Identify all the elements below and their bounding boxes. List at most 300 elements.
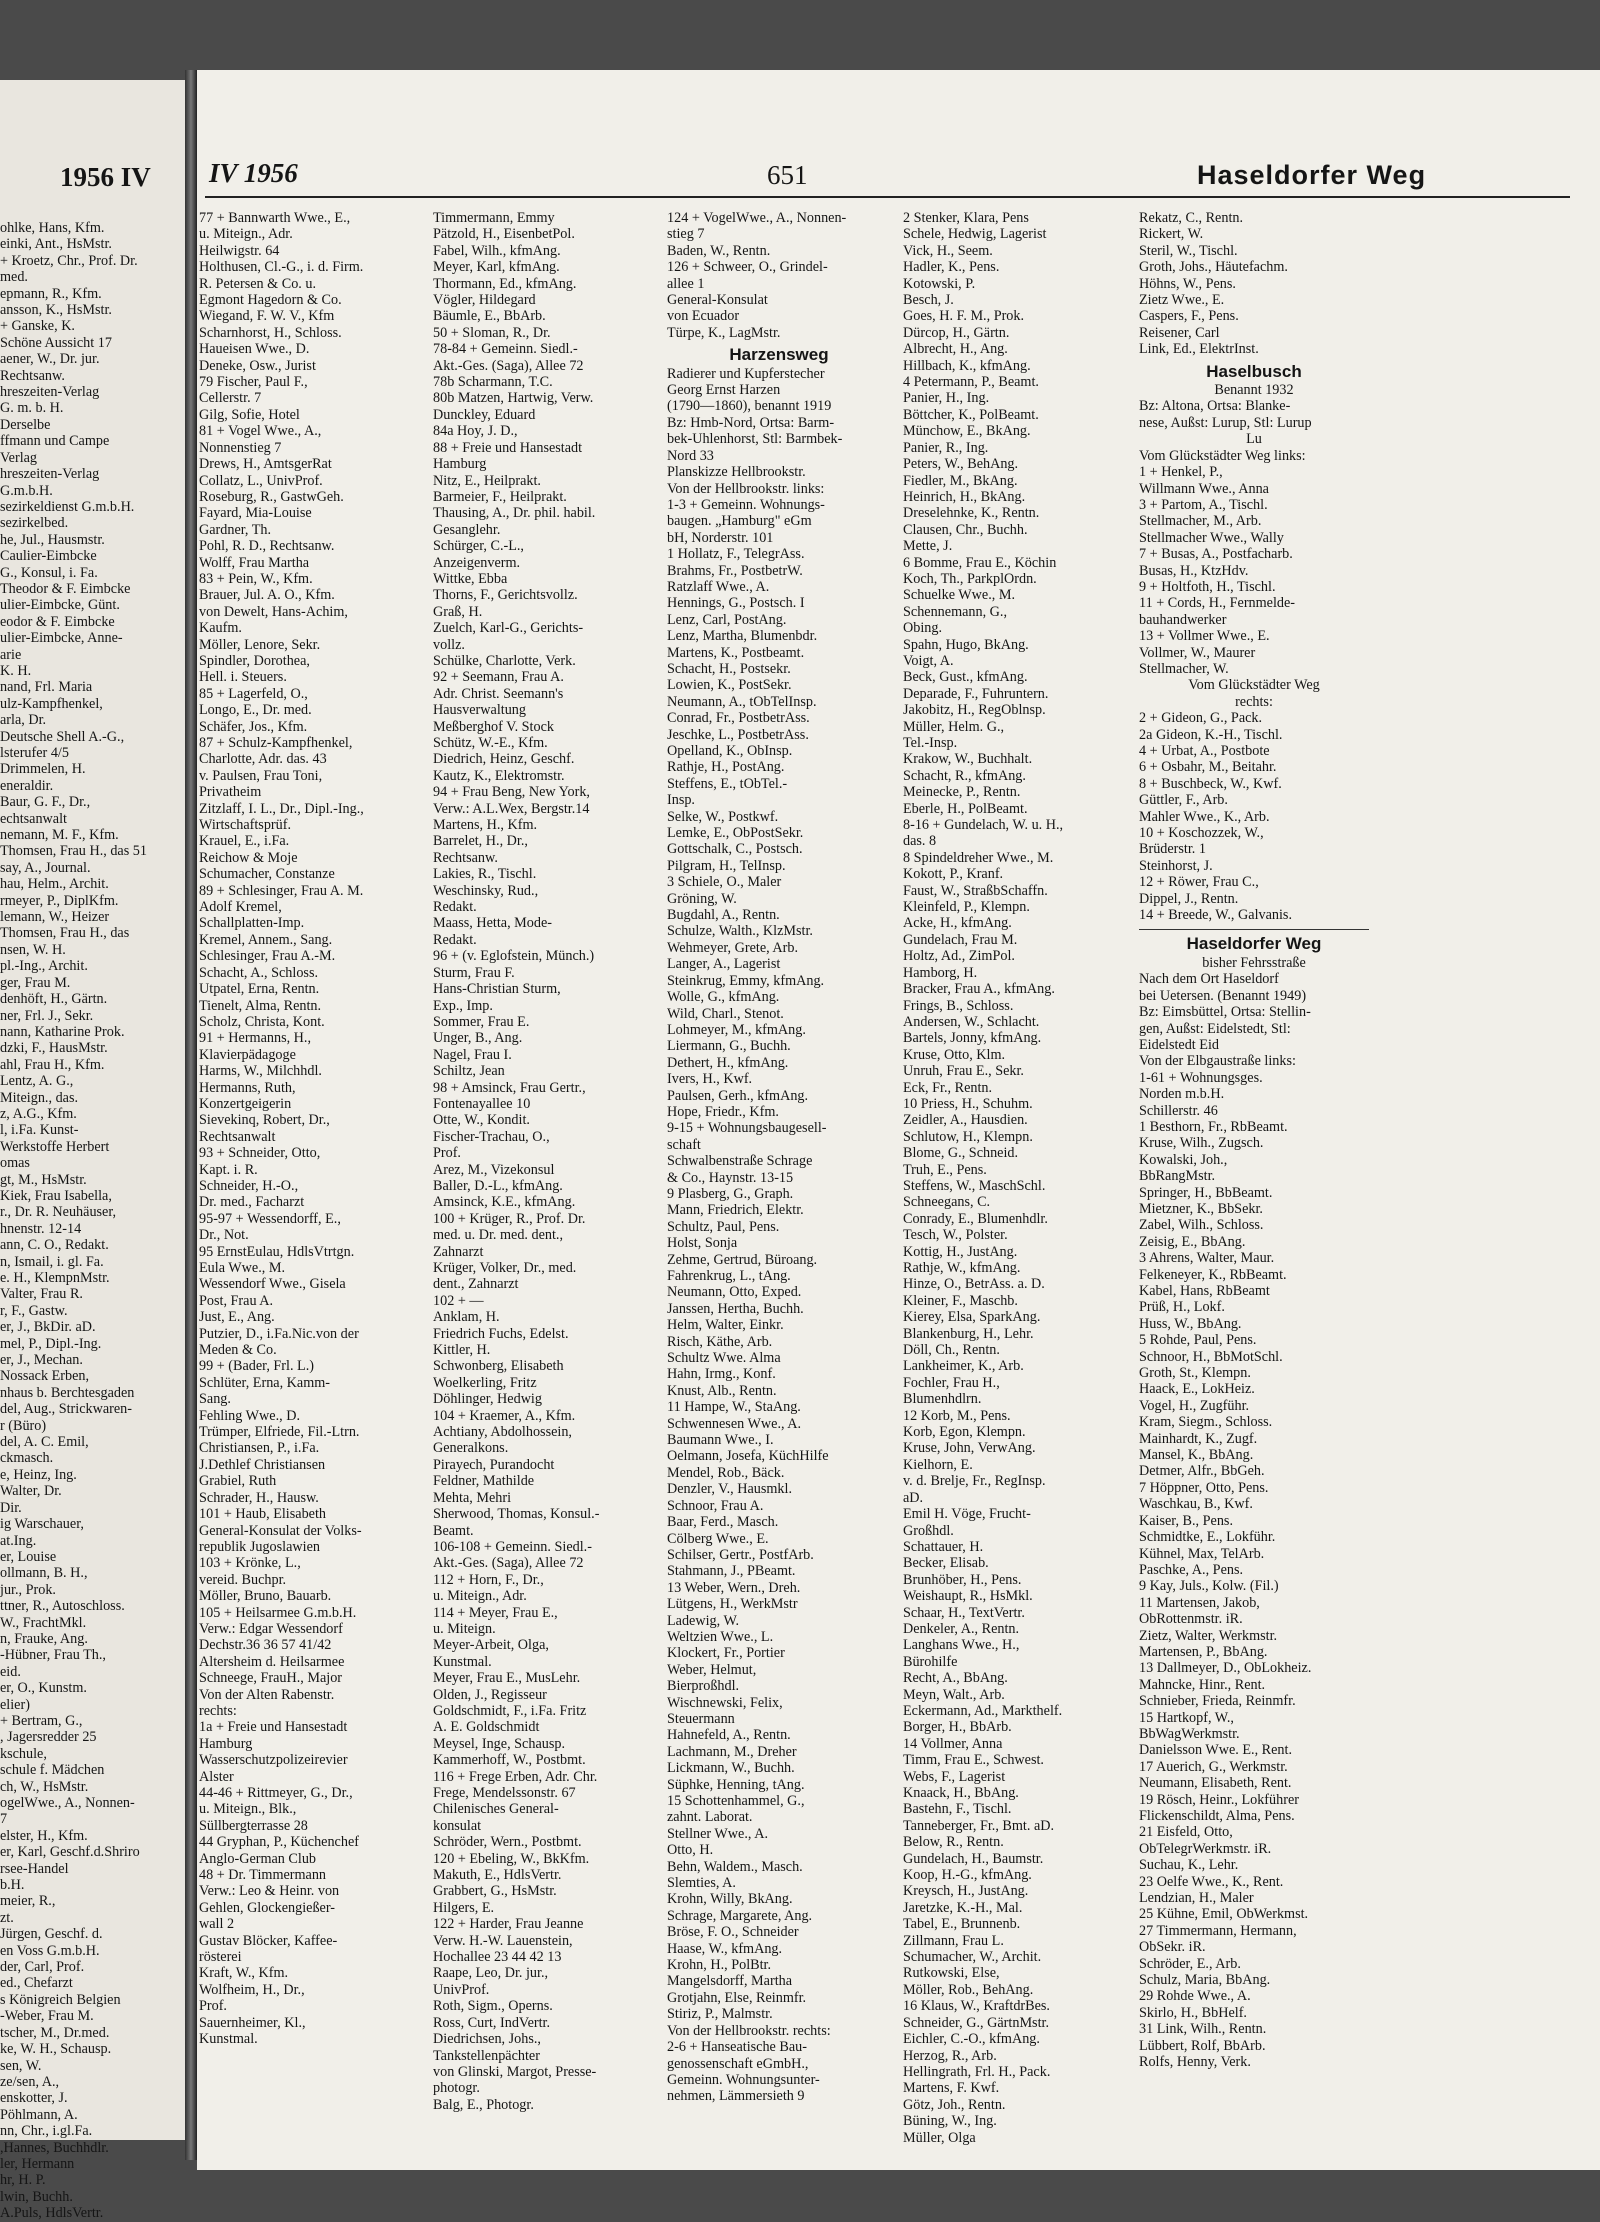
running-title: Haseldorfer Weg (1197, 160, 1427, 190)
directory-entry: Panier, H., Ing. (903, 390, 990, 407)
directory-entry: 23 Oelfe Wwe., K., Rent. (1139, 1873, 1284, 1890)
directory-entry: Schele, Hedwig, Lagerist (903, 226, 1047, 243)
street-note: Benannt 1932 (1214, 382, 1294, 399)
directory-entry: Risch, Käthe, Arb. (667, 1333, 773, 1350)
directory-entry: Below, R., Rentn. (903, 1834, 1004, 1851)
street-note: Vom Glückstädter Weg (1188, 677, 1320, 694)
directory-entry: Springer, H., BbBeamt. (1139, 1184, 1273, 1201)
directory-entry: Fehling Wwe., D. (199, 1407, 301, 1424)
directory-entry: Rolfs, Henny, Verk. (1139, 2054, 1251, 2071)
directory-entry: Wirtschaftsprüf. (199, 817, 292, 834)
directory-entry: Mainhardt, K., Zugf. (1139, 1430, 1258, 1447)
directory-entry: Paschke, A., Pens. (1139, 1561, 1244, 1578)
directory-entry: Hennings, G., Postsch. I (667, 595, 805, 612)
directory-entry: Stellner Wwe., A. (667, 1825, 769, 1842)
directory-entry: Kaiser, B., Pens. (1139, 1512, 1234, 1529)
directory-entry: 14 Vollmer, Anna (903, 1735, 1003, 1752)
directory-entry: Mahler Wwe., K., Arb. (1139, 808, 1270, 825)
directory-entry: 21 Eisfeld, Otto, (1139, 1824, 1233, 1841)
directory-entry: Skirlo, H., BbHelf. (1139, 2004, 1247, 2021)
directory-entry: Baar, Ferd., Masch. (667, 1514, 779, 1531)
directory-entry: eid. (0, 1663, 21, 1680)
directory-entry: Zeisig, E., BbAng. (1139, 1233, 1246, 1250)
directory-entry: Meinecke, P., Rentn. (903, 784, 1021, 801)
directory-entry: Andersen, W., Schlacht. (903, 1013, 1040, 1030)
directory-entry: Selke, W., Postkwf. (667, 808, 779, 825)
directory-entry: Thorns, F., Gerichtsvollz. (433, 587, 578, 604)
directory-entry: gt, M., HsMstr. (0, 1171, 87, 1188)
directory-entry: 87 + Schulz-Kampfhenkel, (199, 735, 353, 751)
directory-entry: Danielsson Wwe. E., Rent. (1139, 1742, 1293, 1759)
directory-entry: Pirayech, Purandocht (433, 1456, 555, 1473)
directory-entry: Schütz, W.-E., Kfm. (433, 735, 548, 751)
directory-entry: nehmen, Lämmersieth 9 (667, 2088, 805, 2105)
directory-entry: konsulat (433, 1817, 482, 1834)
directory-entry: Holthusen, Cl.-G., i. d. Firm. (199, 259, 364, 276)
directory-entry: Schnieber, Frieda, Reinmfr. (1139, 1693, 1296, 1710)
directory-entry: Ladewig, W. (667, 1612, 740, 1629)
directory-entry: Bugdahl, A., Rentn. (667, 907, 780, 924)
directory-entry: Tabel, E., Brunnenb. (903, 1916, 1021, 1933)
directory-entry: Barrelet, H., Dr., (433, 833, 528, 850)
directory-entry: 1 + Henkel, P., (1139, 464, 1223, 481)
directory-entry: 1a + Freie und Hansestadt (199, 1719, 348, 1736)
directory-entry: 12 Korb, M., Pens. (903, 1407, 1011, 1424)
directory-entry: Schacht, R., kfmAng. (903, 767, 1026, 784)
directory-entry: Emil H. Vöge, Frucht- (903, 1506, 1031, 1523)
directory-entry: Miteign., das. (0, 1089, 79, 1106)
directory-entry: Prof. (199, 1998, 227, 2015)
directory-entry: Kowalski, Joh., (1139, 1151, 1228, 1168)
directory-entry: arie (0, 646, 22, 663)
directory-entry: Walter, Dr. (0, 1483, 62, 1500)
directory-entry: Schillerstr. 46 (1139, 1102, 1218, 1119)
directory-entry: Graß, H. (433, 603, 483, 620)
directory-entry: von Ecuador (667, 308, 740, 325)
directory-entry: Paulsen, Gerh., kfmAng. (667, 1087, 809, 1104)
directory-entry: Stellmacher Wwe., Wally (1139, 529, 1284, 546)
directory-entry: Haase, W., kfmAng. (667, 1940, 783, 1957)
directory-entry: Krohn, H., PolBtr. (667, 1957, 772, 1974)
directory-entry: G. m. b. H. (0, 400, 64, 417)
directory-entry: Longo, E., Dr. med. (199, 702, 312, 719)
directory-entry: Lickmann, W., Buchh. (667, 1760, 795, 1777)
directory-entry: Zietz, Walter, Werkmstr. (1139, 1627, 1278, 1644)
directory-entry: G., Konsul, i. Fa. (0, 564, 98, 581)
directory-entry: er, Karl, Geschf.d.Shriro (0, 1844, 140, 1861)
directory-entry: Harms, W., Milchhdl. (199, 1063, 322, 1080)
directory-entry: Kotowski, P. (903, 275, 976, 292)
directory-entry: Suchau, K., Lehr. (1139, 1857, 1239, 1874)
directory-entry: ner, Frl. J., Sekr. (0, 1007, 94, 1024)
directory-entry: Detmer, Alfr., BbGeh. (1139, 1463, 1265, 1480)
directory-entry: Hilgers, E. (433, 1899, 495, 1916)
directory-entry: Gustav Blöcker, Kaffee- (199, 1932, 338, 1949)
directory-entry: Clausen, Chr., Buchh. (903, 521, 1028, 538)
directory-entry: 3 Ahrens, Walter, Maur. (1139, 1250, 1275, 1267)
directory-entry: Willmann Wwe., Anna (1139, 480, 1269, 497)
directory-entry: ke, W. H., Schausp. (0, 2041, 112, 2058)
directory-entry: meier, R., (0, 1893, 56, 1910)
directory-entry: 1 Hollatz, F., TelegrAss. (667, 546, 805, 563)
directory-entry: Kram, Siegm., Schloss. (1139, 1414, 1273, 1431)
directory-entry: bei Uetersen. (Benannt 1949) (1139, 987, 1307, 1004)
directory-entry: Stellmacher, W. (1139, 660, 1229, 677)
directory-entry: Zillmann, Frau L. (903, 1932, 1004, 1949)
directory-entry: Meden & Co. (199, 1342, 277, 1359)
directory-entry: , Jagersredder 25 (0, 1729, 97, 1746)
directory-entry: nann, Katharine Prok. (0, 1023, 125, 1040)
directory-entry: u. Miteign., Adr. (199, 226, 293, 243)
directory-entry: Büning, W., Ing. (903, 2113, 997, 2130)
directory-entry: r, F., Gastw. (0, 1302, 68, 1319)
directory-entry: wall 2 (199, 1916, 235, 1933)
directory-entry: Fayard, Mia-Louise (199, 505, 312, 522)
directory-entry: Bierproßhdl. (667, 1678, 740, 1695)
directory-entry: 13 Dallmeyer, D., ObLokheiz. (1139, 1660, 1312, 1677)
left-page (0, 80, 187, 2222)
directory-entry: Schattauer, H. (903, 1538, 984, 1555)
directory-entry: Arez, M., Vizekonsul (433, 1161, 555, 1178)
directory-entry: Conrady, E., Blumenhdlr. (903, 1210, 1048, 1227)
directory-entry: Nord 33 (667, 447, 714, 464)
directory-entry: Anklam, H. (433, 1309, 500, 1326)
directory-entry: Schennemann, G., (903, 603, 1008, 620)
directory-entry: Mietzner, K., BbSekr. (1139, 1200, 1263, 1217)
directory-entry: Obing. (903, 620, 943, 637)
directory-entry: Krauel, E., i.Fa. (199, 833, 290, 850)
directory-entry: Wolff, Frau Martha (199, 554, 310, 571)
directory-entry: Gardner, Th. (199, 521, 272, 538)
directory-entry: Meßberghof V. Stock (433, 718, 554, 735)
directory-entry: ObRottenmstr. iR. (1139, 1611, 1243, 1628)
directory-entry: Grabbert, G., HsMstr. (433, 1883, 557, 1900)
directory-entry: sen, W. (0, 2057, 42, 2074)
directory-entry: 9 Plasberg, G., Graph. (667, 1185, 794, 1202)
directory-entry: Kruse, John, VerwAng. (903, 1440, 1036, 1457)
directory-entry: lwin, Buchh. (0, 2188, 73, 2205)
directory-entry: hreszeiten-Verlag (0, 466, 100, 483)
directory-entry: Conrad, Fr., PostbetrAss. (667, 710, 810, 727)
directory-entry: Drews, H., AmtsgerRat (199, 456, 332, 473)
directory-entry: Ratzlaff Wwe., A. (667, 578, 770, 595)
directory-entry: Wischnewski, Felix, (667, 1694, 783, 1711)
directory-entry: Stahmann, J., PBeamt. (667, 1563, 796, 1580)
directory-entry: lemann, W., Heizer (0, 909, 110, 926)
directory-entry: Kabel, Hans, RbBeamt (1139, 1283, 1270, 1299)
directory-entry: u. Miteign., Blk., (199, 1801, 297, 1818)
directory-entry: 15 Schottenhammel, G., (667, 1793, 805, 1809)
directory-entry: 7 (0, 1811, 8, 1828)
directory-entry: Raape, Leo, Dr. jur., (433, 1965, 549, 1982)
directory-entry: Bracker, Frau A., kfmAng. (903, 981, 1055, 998)
directory-entry: Lentz, A. G., (0, 1073, 74, 1090)
directory-entry: Verw.: Edgar Wessendorf (199, 1620, 343, 1637)
directory-entry: Schrage, Margarete, Ang. (667, 1907, 813, 1924)
directory-entry: ObTelegrWerkmstr. iR. (1139, 1840, 1272, 1857)
directory-entry: Fontenayallee 10 (433, 1095, 531, 1112)
directory-entry: arla, Dr. (0, 712, 47, 729)
directory-entry: Eula Wwe., M. (199, 1260, 286, 1276)
directory-entry: Roseburg, R., GastwGeh. (199, 488, 344, 505)
directory-entry: Hausverwaltung (433, 702, 526, 719)
directory-entry: Klockert, Fr., Portier (667, 1645, 785, 1662)
directory-entry: Zietz Wwe., E. (1139, 292, 1225, 309)
directory-entry: Schneider, G., GärtnMstr. (903, 2014, 1050, 2031)
directory-entry: Zitzlaff, I. L., Dr., Dipl.-Ing., (199, 800, 364, 817)
directory-entry: Borger, H., BbArb. (903, 1719, 1012, 1736)
directory-entry: Anglo-German Club (199, 1850, 317, 1867)
directory-entry: Baller, D.-L., kfmAng. (433, 1177, 563, 1194)
directory-entry: ahl, Frau H., Kfm. (0, 1056, 105, 1073)
directory-entry: genossenschaft eGmbH., (667, 2055, 809, 2072)
directory-entry: Eichler, C.-O., kfmAng. (903, 2031, 1040, 2048)
directory-entry: Verw.: A.L.Wex, Bergstr.14 (433, 800, 590, 817)
directory-entry: Kaufm. (199, 620, 242, 637)
directory-entry: Valter, Frau R. (0, 1286, 83, 1303)
directory-entry: bH, Norderstr. 101 (667, 529, 774, 546)
directory-entry: Dürcop, H., Gärtn. (903, 324, 1010, 341)
directory-entry: echtsanwalt (0, 810, 67, 827)
directory-entry: Kreysch, H., JustAng. (903, 1883, 1029, 1900)
directory-entry: Rathje, H., PostAng. (667, 759, 785, 776)
directory-entry: Opelland, K., ObInsp. (667, 743, 793, 759)
street-heading: Haseldorfer Weg (1186, 934, 1322, 954)
directory-entry: ffmann und Campe (0, 433, 110, 450)
directory-entry: Klavierpädagoge (199, 1046, 296, 1063)
directory-entry: he, Jul., Hausmstr. (0, 531, 105, 548)
directory-entry: Steinkrug, Emmy, kfmAng. (667, 972, 825, 989)
directory-entry: Thomsen, Frau H., das (0, 925, 130, 942)
directory-entry: del, A. C. Emil, (0, 1434, 89, 1451)
directory-entry: 93 + Schneider, Otto, (199, 1145, 321, 1162)
directory-entry: Schneege, FrauH., Major (199, 1670, 343, 1687)
directory-entry: Verlag (0, 449, 38, 466)
directory-entry: 7 + Busas, A., Postfacharb. (1139, 546, 1293, 563)
directory-entry: Schneegans, C. (903, 1194, 991, 1211)
directory-entry: er, Louise (0, 1548, 57, 1565)
directory-entry: Kunstmal. (433, 1653, 492, 1670)
directory-entry: Just, E., Ang. (199, 1309, 275, 1326)
directory-entry: 102 + — (433, 1292, 484, 1309)
header-rule (205, 196, 1570, 198)
directory-entry: ObSekr. iR. (1139, 1939, 1206, 1956)
directory-entry: 78b Scharmann, T.C. (433, 374, 553, 391)
directory-entry: Cölberg Wwe., E. (667, 1530, 769, 1547)
directory-entry: Müller, Olga (903, 2129, 976, 2146)
directory-entry: Thomsen, Frau H., das 51 (0, 843, 147, 860)
directory-entry: 77 + Bannwarth Wwe., E., (199, 210, 351, 226)
directory-entry: Kruse, Wilh., Zugsch. (1139, 1135, 1264, 1152)
directory-entry: Schaar, H., TextVertr. (903, 1604, 1025, 1621)
directory-entry: Sherwood, Thomas, Konsul.- (433, 1506, 600, 1523)
directory-entry: Herzog, R., Arb. (903, 2047, 997, 2064)
directory-entry: dzki, F., HausMstr. (0, 1040, 108, 1057)
directory-entry: Vollmer, W., Maurer (1139, 644, 1256, 661)
directory-entry: Nach dem Ort Haseldorf (1139, 971, 1279, 988)
directory-entry: Kokott, P., Kranf. (903, 866, 1004, 883)
directory-entry: Wolle, G., kfmAng. (667, 989, 780, 1006)
directory-entry: Chilenisches General- (433, 1801, 559, 1818)
directory-entry: Dr., Not. (199, 1227, 249, 1244)
directory-entry: eodor & F. Eimbcke (0, 613, 115, 630)
directory-entry: Von der Hellbrookstr. links: (667, 480, 825, 497)
directory-entry: dent., Zahnarzt (433, 1276, 519, 1293)
directory-entry: ogelWwe., A., Nonnen- (0, 1795, 135, 1811)
directory-entry: allee 1 (667, 275, 705, 292)
directory-entry: Schröder, E., Arb. (1139, 1955, 1241, 1972)
directory-entry: Schultz Wwe. Alma (667, 1350, 781, 1367)
directory-entry: Dunckley, Eduard (433, 406, 536, 423)
directory-entry: Götz, Joh., Rentn. (903, 2096, 1006, 2113)
directory-entry: Eck, Fr., Rentn. (903, 1079, 993, 1096)
directory-entry: 126 + Schweer, O., Grindel- (667, 259, 828, 276)
directory-entry: Eidelstedt Eid (1139, 1036, 1219, 1053)
directory-entry: Busas, H., KtzHdv. (1139, 562, 1249, 579)
directory-entry: 9 Kay, Juls., Kolw. (Fil.) (1139, 1578, 1279, 1595)
directory-entry: b.H. (0, 1877, 25, 1894)
directory-entry: Wittke, Ebba (433, 570, 508, 587)
directory-entry: Martens, H., Kfm. (433, 817, 538, 834)
directory-entry: Tienelt, Alma, Rentn. (199, 997, 322, 1014)
directory-entry: -Hübner, Frau Th., (0, 1647, 106, 1664)
directory-entry: Steffens, E., tObTel.- (667, 775, 788, 792)
directory-entry: Privatheim (199, 784, 262, 801)
directory-entry: Gundelach, Frau M. (903, 931, 1018, 948)
directory-entry: Generalkons. (433, 1440, 509, 1457)
directory-entry: 8-16 + Gundelach, W. u. H., (903, 817, 1064, 834)
directory-entry: 120 + Ebeling, W., BkKfm. (433, 1850, 590, 1867)
directory-entry: v. Paulsen, Frau Toni, (199, 767, 323, 784)
directory-entry: 3 Schiele, O., Maler (667, 874, 782, 891)
directory-entry: tscher, M., Dr.med. (0, 2024, 110, 2041)
street-heading: Harzensweg (729, 345, 829, 365)
directory-entry: Prof. (433, 1145, 461, 1162)
directory-entry: Kleiner, F., Maschb. (903, 1292, 1018, 1309)
directory-entry: Meysel, Inge, Schausp. (433, 1735, 565, 1752)
directory-entry: 9 + Holtfoth, H., Tischl. (1139, 578, 1276, 595)
directory-entry: 11 Hampe, W., StaAng. (667, 1399, 801, 1416)
directory-entry: Konzertgeigerin (199, 1095, 292, 1112)
directory-entry: Sturm, Frau F. (433, 964, 515, 981)
directory-entry: 116 + Frege Erben, Adr. Chr. (433, 1768, 598, 1785)
directory-entry: Egmont Hagedorn & Co. (199, 292, 342, 309)
directory-entry: Bürohilfe (903, 1653, 958, 1670)
directory-entry: Schacht, H., Postsekr. (667, 660, 791, 677)
directory-entry: er, J., BkDir. aD. (0, 1319, 96, 1336)
directory-entry: Gehlen, Glockengießer- (199, 1899, 336, 1916)
directory-entry: aD. (903, 1489, 924, 1506)
directory-entry: Maass, Hetta, Mode- (433, 915, 552, 932)
directory-entry: Knust, Alb., Rentn. (667, 1382, 777, 1399)
directory-entry: 101 + Haub, Elisabeth (199, 1506, 326, 1523)
directory-entry: enskotter, J. (0, 2090, 68, 2107)
directory-entry: 2-6 + Hanseatische Bau- (667, 2039, 807, 2056)
directory-entry: Möller, Rob., BehAng. (903, 1981, 1034, 1998)
directory-entry: Charlotte, Adr. das. 43 (199, 751, 327, 768)
directory-entry: W., FrachtMkl. (0, 1614, 87, 1631)
directory-entry: Ross, Curt, IndVertr. (433, 2014, 551, 2031)
directory-entry: mel, P., Dipl.-Ing. (0, 1335, 102, 1352)
directory-entry: Behn, Waldem., Masch. (667, 1858, 803, 1875)
directory-entry: Radierer und Kupferstecher (667, 365, 825, 382)
directory-entry: Oelmann, Josefa, KüchHilfe (667, 1448, 829, 1465)
directory-entry: Panier, R., Ing. (903, 439, 989, 456)
directory-entry: Vick, H., Seem. (903, 242, 993, 259)
directory-entry: 94 + Frau Beng, New York, (433, 784, 590, 801)
directory-entry: ze/sen, A., (0, 2073, 60, 2090)
directory-entry: Recht, A., BbAng. (903, 1670, 1008, 1687)
directory-entry: Frings, B., Schloss. (903, 997, 1014, 1014)
directory-entry: K. H. (0, 662, 32, 679)
directory-entry: Goes, H. F. M., Prok. (903, 308, 1025, 325)
directory-entry: jur., Prok. (0, 1581, 56, 1598)
street-note: Lu (1246, 431, 1262, 448)
directory-entry: Heinrich, H., BkAng. (903, 488, 1026, 505)
directory-entry: nese, Außst: Lurup, Stl: Lurup (1139, 414, 1312, 431)
directory-entry: Altersheim d. Heilsarmee (199, 1653, 345, 1670)
directory-entry: 85 + Lagerfeld, O., (199, 685, 308, 702)
directory-entry: 25 Kühne, Emil, ObWerkmst. (1139, 1906, 1309, 1923)
directory-entry: Goldschmidt, F., i.Fa. Fritz (433, 1702, 587, 1719)
directory-entry: sezirkelbed. (0, 515, 69, 532)
directory-entry: 95 ErnstEulau, HdlsVtrtgn. (199, 1243, 355, 1260)
directory-entry: n, Frauke, Ang. (0, 1630, 88, 1647)
directory-entry: Brauer, Jul. A. O., Kfm. (199, 587, 335, 604)
page-number: 651 (767, 160, 808, 190)
directory-entry: Weber, Helmut, (667, 1661, 757, 1678)
directory-entry: Hamburg (199, 1735, 253, 1752)
directory-entry: Sievekinq, Robert, Dr., (199, 1112, 330, 1129)
directory-entry: del, Aug., Strickwaren- (0, 1401, 132, 1418)
directory-entry: Weishaupt, R., HsMkl. (903, 1588, 1033, 1605)
directory-entry: Christiansen, P., i.Fa. (199, 1440, 320, 1457)
directory-entry: Meyn, Walt., Arb. (903, 1686, 1005, 1703)
directory-entry: epmann, R., Kfm. (0, 285, 102, 302)
directory-entry: 9-15 + Wohnungsbaugesell- (667, 1120, 827, 1137)
directory-entry: Tanneberger, Fr., Bmt. aD. (903, 1817, 1055, 1834)
directory-entry: Korb, Egon, Klempn. (903, 1424, 1026, 1441)
directory-entry: Gröning, W. (667, 890, 737, 907)
directory-entry: 10 + Koschozzek, W., (1139, 825, 1264, 842)
directory-entry: Beamt. (433, 1522, 474, 1539)
directory-entry: hnenstr. 12-14 (0, 1220, 82, 1237)
right-page-header: IV 1956 (209, 158, 298, 188)
directory-entry: R. Petersen & Co. u. (199, 275, 317, 292)
directory-entry: 31 Link, Wilh., Rentn. (1139, 2021, 1267, 2038)
directory-entry: Faust, W., StraßbSchaffn. (903, 882, 1048, 899)
directory-entry: Haack, E., LokHeiz. (1139, 1381, 1255, 1398)
directory-entry: n, Ismail, i. gl. Fa. (0, 1253, 104, 1270)
directory-entry: ckmasch. (0, 1450, 54, 1467)
directory-entry: bauhandwerker (1139, 611, 1227, 628)
directory-entry: elier) (0, 1696, 30, 1713)
directory-entry: Lachmann, M., Dreher (667, 1743, 797, 1760)
directory-entry: denhöft, H., Gärtn. (0, 991, 108, 1008)
directory-entry: rsee-Handel (0, 1860, 69, 1877)
directory-entry: Lowien, K., PostSekr. (667, 677, 792, 694)
directory-entry: 124 + VogelWwe., A., Nonnen- (667, 210, 847, 226)
directory-entry: 91 + Hermanns, H., (199, 1030, 312, 1047)
directory-entry: Schiltz, Jean (433, 1063, 505, 1080)
directory-entry: 11 + Cords, H., Fernmelde- (1139, 595, 1296, 612)
directory-entry: 79 Fischer, Paul F., (199, 374, 308, 391)
directory-entry: Meyer-Arbeit, Olga, (433, 1637, 549, 1654)
directory-entry: Kruse, Otto, Klm. (903, 1046, 1006, 1063)
directory-entry: G.m.b.H. (0, 482, 53, 499)
directory-entry: Hamborg, H. (903, 964, 978, 981)
directory-entry: e. H., KlempnMstr. (0, 1270, 110, 1286)
